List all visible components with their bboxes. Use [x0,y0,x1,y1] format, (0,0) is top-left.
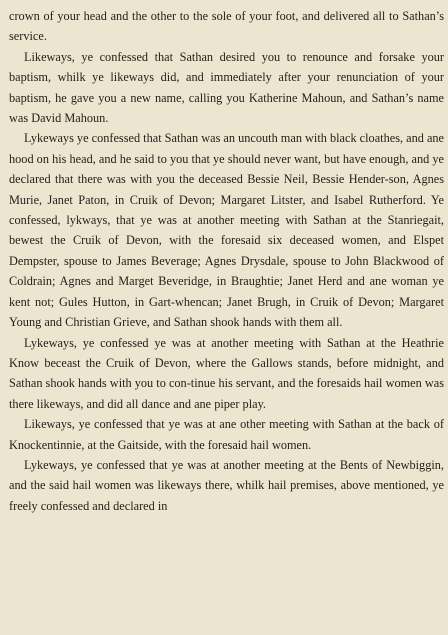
paragraph-1: crown of your head and the other to the sole of your foot, and delivered all to Sathan’s service. [9,9,444,44]
paragraph-2: Likeways, ye confessed that Sathan desired you to renounce and forsake your baptism, whilk ye likeways did, and immediately after your renunciation of your baptism, he gave you a new name, calling you Katherine Mahoun, and Sathan’s name was David Mahoun. [9,49,444,126]
paragraph-6: Lykeways, ye confessed that ye was at another meeting at the Bents of Newbiggin, and the said hail women was likeways there, whilk hail premises, above mentioned, ye freely confessed and declared in [9,457,444,513]
paragraph-4: Lykeways, ye confessed ye was at another meeting with Sathan at the Heathrie Know beceast the Cruik of Devon, where the Gallows stands, before midnight, and Sathan shook hands with you to con-tinue his servant, and the foresaids hail women was there likeways, and did all dance and ane piper play. [9,335,444,411]
paragraph-3: Lykeways ye confessed that Sathan was an uncouth man with black cloathes, and ane hood on his head, and he said to you that ye should never want, but have enough, and ye declared that there was with you the deceased Bessie Neil, Bessie Hender-son, Agnes Murie, Janet Paton, in Cruik of Devon; Margaret Litster, and Isabel Rutherford. Ye confessed, lykways, that ye was at another meeting with Sathan at the Stanriegait, bewest the Cruik of Devon, with the foresaid six deceased women, and Elspet Dempster, spouse to James Beverage; Agnes Drysdale, spouse to John Blackwood of Coldrain; Agnes and Marget Beveridge, in Braughtie; Janet Herd and ane woman ye kent not; Gules Hutton, in Gart-whencan; Janet Brugh, in Cruik of Devon; Margaret Young and Christian Grieve, and Sathan shook hands with them all. [9,131,445,330]
paragraph-5: Likeways, ye confessed that ye was at ane other meeting with Sathan at the back of Knockentinnie, at the Gaitside, with the foresaid hail women. [9,417,444,452]
document-page [9,6,444,516]
